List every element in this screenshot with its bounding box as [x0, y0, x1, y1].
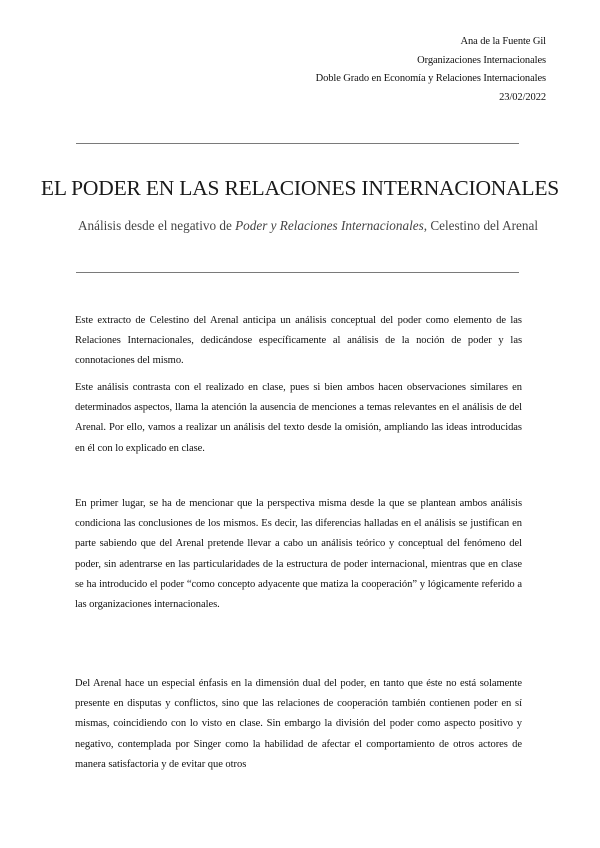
paragraph-text: Este extracto de Celestino del Arenal anticipa un análisis conceptual del poder como elemento de las Relaciones Internacionales, dedicándose específicamente al análisis de la noción de poder y las connotaciones del mismo.: [75, 315, 522, 367]
bottom-divider: [76, 272, 519, 273]
document-header: [226, 33, 546, 107]
document-subtitle: [0, 218, 588, 234]
document-date: 23/02/2022: [499, 91, 546, 103]
paragraph-3: [75, 494, 522, 615]
subtitle-book-title: Poder y Relaciones Internacionales: [235, 218, 424, 233]
paragraph-text: Este análisis contrasta con el realizado en clase, pues si bien ambos hacen observaciones similares en determinados aspectos, llama la atención la ausencia de menciones a temas relevantes en el análisis de del Arenal. Por ello, vamos a realizar un análisis del texto desde la omisión, ampliando las ideas introducidas en él con lo explicado en clase.: [75, 382, 522, 454]
course-name: Organizaciones Internacionales: [417, 54, 546, 66]
degree-name: Doble Grado en Economía y Relaciones Internacionales: [315, 73, 546, 85]
paragraph-4: [75, 674, 522, 775]
subtitle-prefix: Análisis desde el negativo de: [78, 218, 236, 233]
paragraph-1: [75, 311, 522, 372]
author-name: Ana de la Fuente Gil: [460, 36, 546, 47]
top-divider: [76, 143, 519, 144]
paragraph-text: En primer lugar, se ha de mencionar que la perspectiva misma desde la que se plantean ambos análisis condiciona las conclusiones de los mismos. Es decir, las diferencias halladas en el análisis se justifican en parte sabiendo que del Arenal pretende llevar a cabo un análisis teórico y conceptual del fenómeno del poder, sin adentrarse en las particularidades de la estructura de poder internacional, mientras que en clase se ha introducido el poder “como concepto adyacente que matiza la cooperación” y lógicamente referido a las organizaciones internacionales.: [75, 498, 522, 611]
paragraph-2: [75, 378, 522, 459]
subtitle-suffix: , Celestino del Arenal: [423, 218, 538, 233]
paragraph-text: Del Arenal hace un especial énfasis en la dimensión dual del poder, en tanto que éste no está solamente presente en disputas y conflictos, sino que las relaciones de cooperación también contienen poder en sí mismas, coincidiendo con lo visto en clase. Sin embargo la división del poder como aspecto positivo y negativo, contemplada por Singer como la habilidad de afectar el comportamiento de otros actores de manera satisfactoria y de evitar que otros: [75, 678, 522, 770]
document-title: EL PODER EN LAS RELACIONES INTERNACIONALES: [40, 176, 560, 200]
